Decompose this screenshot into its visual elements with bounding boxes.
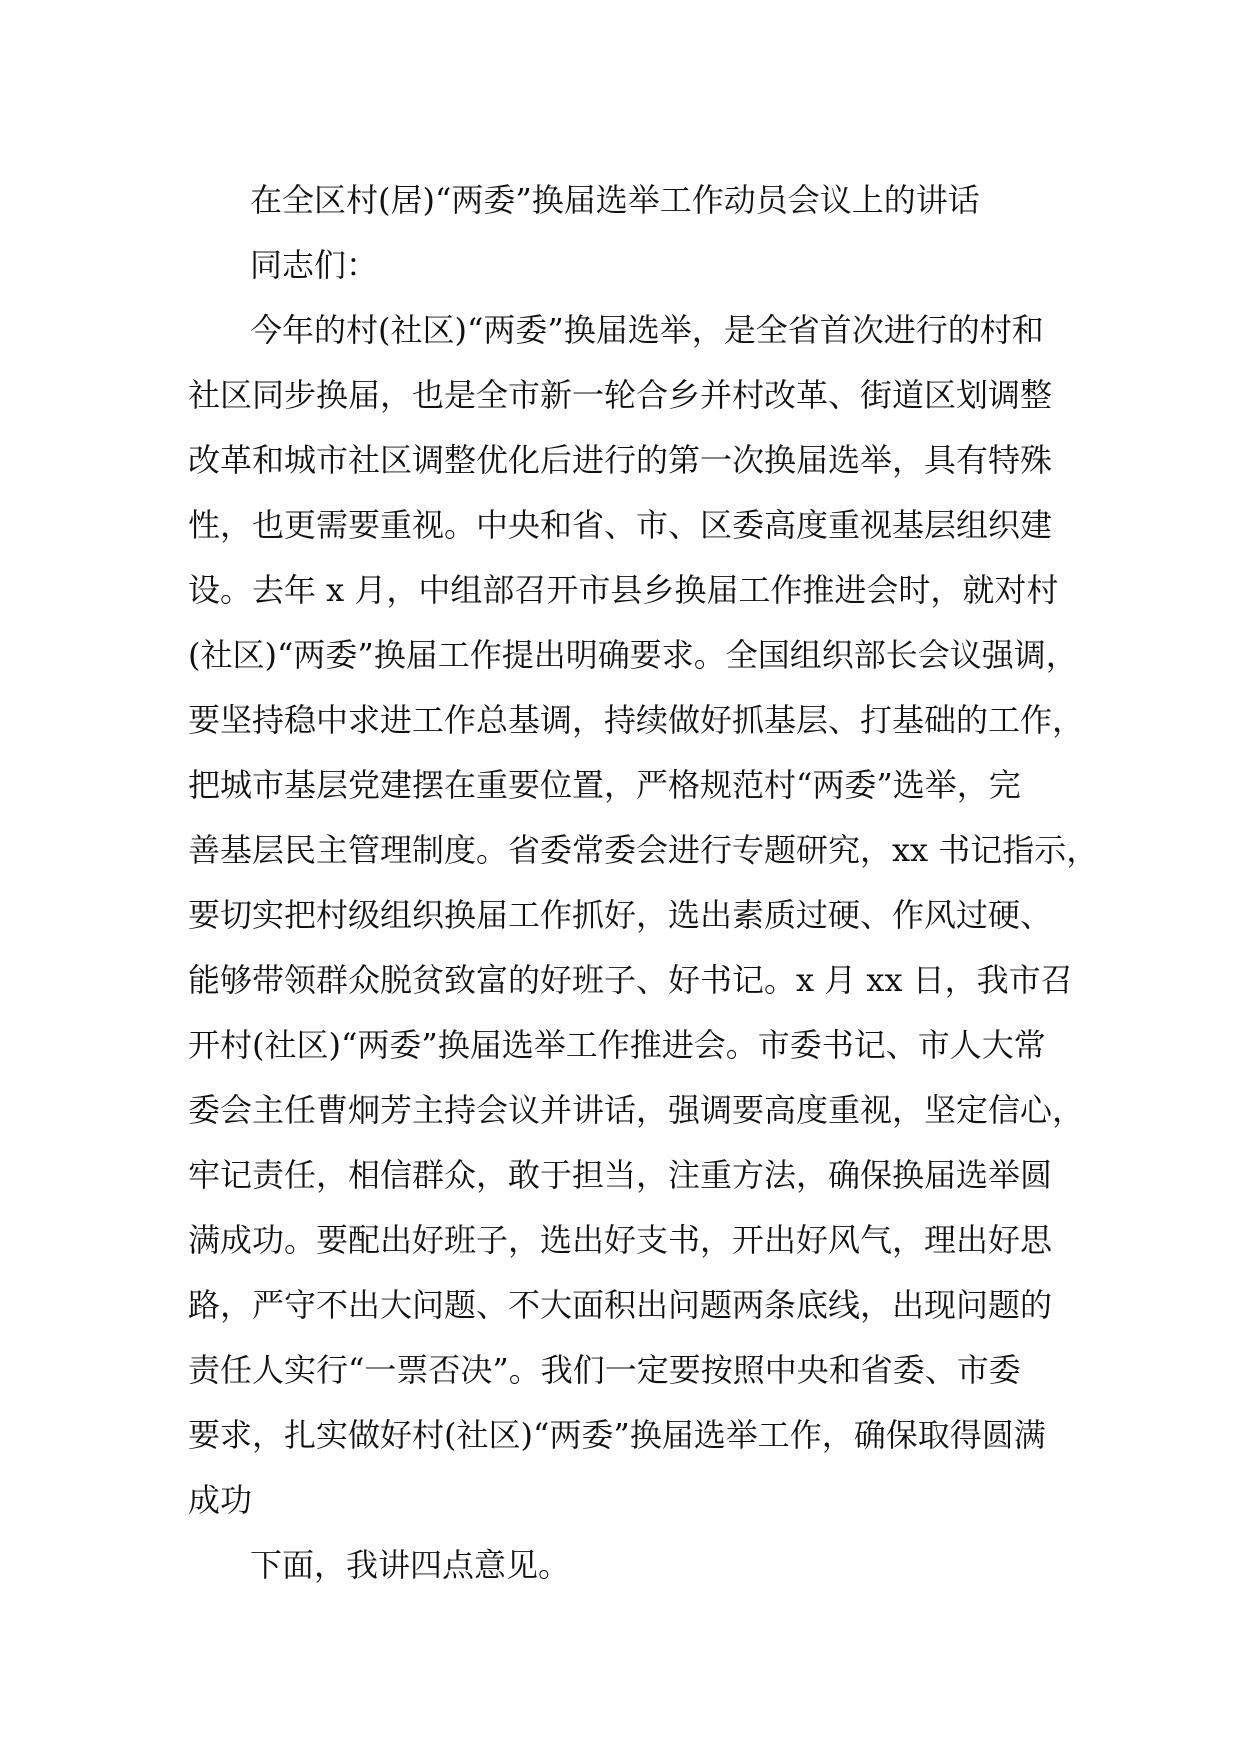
paragraph-line: (社区)“两委”换届工作提出明确要求。全国组织部长会议强调， — [188, 636, 1078, 674]
paragraph-line: 责任人实行“一票否决”。我们一定要按照中央和省委、市委 — [188, 1351, 1021, 1389]
document-body — [188, 168, 1099, 1598]
paragraph-line: 改革和城市社区调整优化后进行的第一次换届选举，具有特殊 — [188, 441, 1053, 479]
salutation: 同志们： — [250, 246, 379, 284]
paragraph-line: 满成功。要配出好班子，选出好支书，开出好风气，理出好思 — [188, 1221, 1053, 1259]
paragraph-line: 善基层民主管理制度。省委常委会进行专题研究，xx 书记指示， — [188, 831, 1099, 869]
paragraph-line: 社区同步换届，也是全市新一轮合乡并村改革、街道区划调整 — [188, 376, 1053, 414]
paragraph-line: 开村(社区)“两委”换届选举工作推进会。市委书记、市人大常 — [188, 1026, 1046, 1064]
paragraph-line: 性，也更需要重视。中央和省、市、区委高度重视基层组织建 — [188, 506, 1053, 544]
paragraph-line: 要切实把村级组织换届工作抓好，选出素质过硬、作风过硬、 — [188, 896, 1053, 934]
paragraph-line: 设。去年 x 月，中组部召开市县乡换届工作推进会时，就对村 — [188, 571, 1059, 609]
paragraph-line: 牢记责任，相信群众，敢于担当，注重方法，确保换届选举圆 — [188, 1156, 1053, 1194]
closing-line: 下面，我讲四点意见。 — [250, 1546, 571, 1584]
paragraph-line: 要求，扎实做好村(社区)“两委”换届选举工作，确保取得圆满 — [188, 1416, 1046, 1454]
paragraph-line: 委会主任曹炯芳主持会议并讲话，强调要高度重视，坚定信心， — [188, 1091, 1085, 1129]
paragraph-line: 把城市基层党建摆在重要位置，严格规范村“两委”选举，完 — [188, 766, 1021, 804]
paragraph-line: 能够带领群众脱贫致富的好班子、好书记。x 月 xx 日，我市召 — [188, 961, 1073, 999]
paragraph-line: 要坚持稳中求进工作总基调，持续做好抓基层、打基础的工作， — [188, 701, 1085, 739]
paragraph-line: 路，严守不出大问题、不大面积出问题两条底线，出现问题的 — [188, 1286, 1053, 1324]
document-title: 在全区村(居)“两委”换届选举工作动员会议上的讲话 — [250, 181, 980, 219]
paragraph-line: 成功 — [188, 1481, 253, 1519]
paragraph-line: 今年的村(社区)“两委”换届选举，是全省首次进行的村和 — [250, 311, 1044, 349]
paragraph-1 — [188, 298, 1099, 1533]
